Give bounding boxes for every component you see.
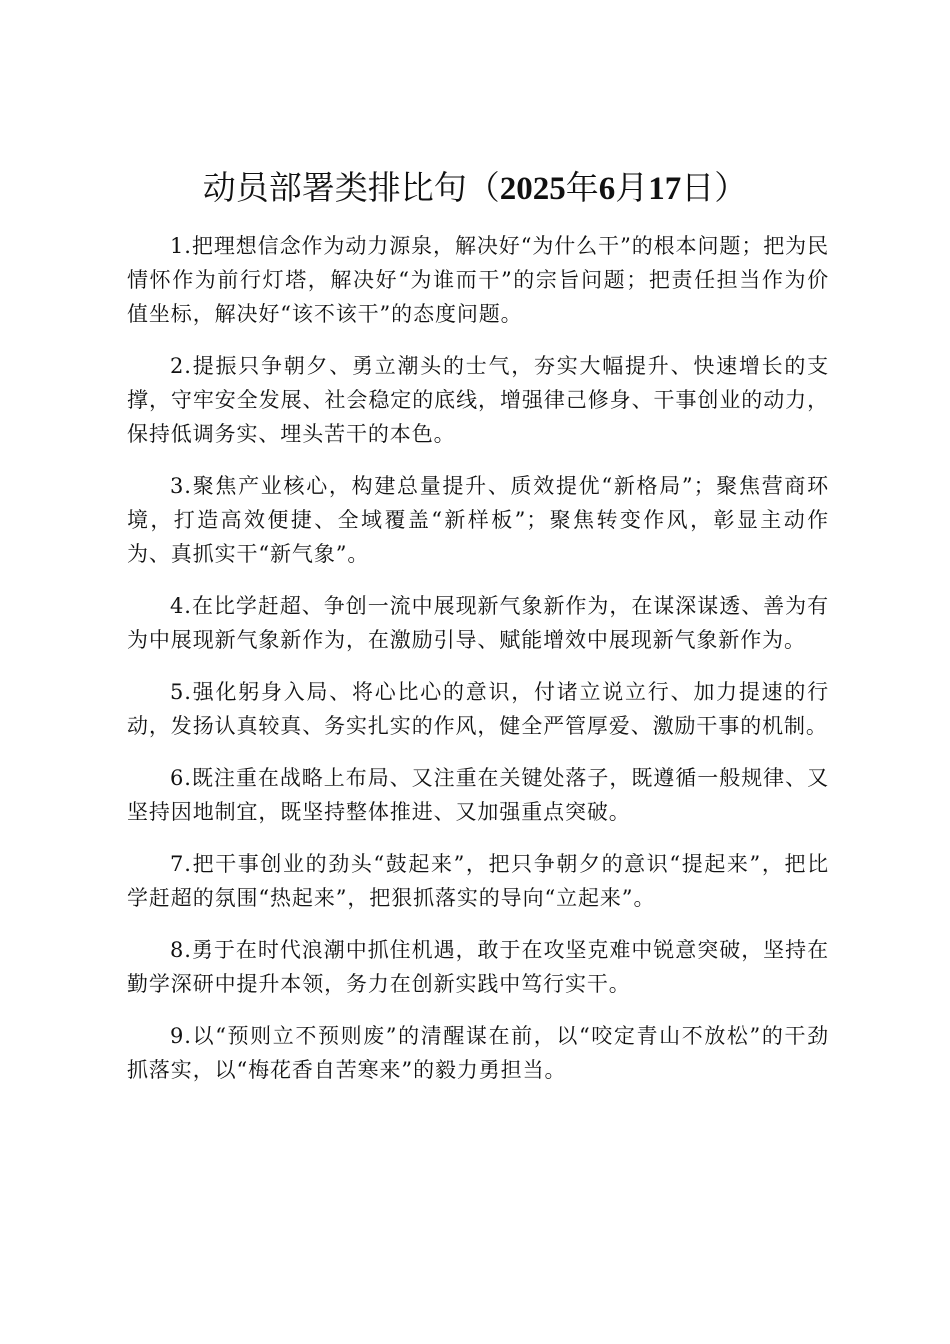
title-day: 17 xyxy=(648,171,682,207)
paragraph-7: 7.把干事创业的劲头“鼓起来”，把只争朝夕的意识“提起来”，把比学赶超的氛围“热起来”，把狠抓落实的导向“立起来”。 xyxy=(127,852,829,910)
title-year-label: 年 xyxy=(565,168,599,207)
title-month-label: 月 xyxy=(615,168,649,207)
paragraph-2: 2.提振只争朝夕、勇立潮头的士气，夯实大幅提升、快速增长的支撑，守牢安全发展、社会稳定的底线，增强律己修身、干事创业的动力，保持低调务实、埋头苦干的本色。 xyxy=(127,354,829,446)
title-month: 6 xyxy=(598,171,616,207)
title-suffix: 日） xyxy=(681,168,748,207)
paragraph-8: 8.勇于在时代浪潮中抓住机遇，敢于在攻坚克难中锐意突破，坚持在勤学深研中提升本领，务力在创新实践中笃行实干。 xyxy=(127,938,829,996)
title-prefix: 动员部署类排比句（ xyxy=(202,168,500,207)
document-title xyxy=(0,166,950,211)
paragraph-4: 4.在比学赶超、争创一流中展现新气象新作为，在谋深谋透、善为有为中展现新气象新作为，在激励引导、赋能增效中展现新气象新作为。 xyxy=(127,594,829,652)
paragraph-3: 3.聚焦产业核心，构建总量提升、质效提优“新格局”；聚焦营商环境，打造高效便捷、全域覆盖“新样板”；聚焦转变作风，彰显主动作为、真抓实干“新气象”。 xyxy=(127,474,829,566)
document-body xyxy=(127,229,829,1105)
title-year: 2025 xyxy=(499,171,566,207)
paragraph-1: 1.把理想信念作为动力源泉，解决好“为什么干”的根本问题；把为民情怀作为前行灯塔，解决好“为谁而干”的宗旨问题；把责任担当作为价值坐标，解决好“该不该干”的态度问题。 xyxy=(127,234,829,326)
paragraph-5: 5.强化躬身入局、将心比心的意识，付诸立说立行、加力提速的行动，发扬认真较真、务实扎实的作风，健全严管厚爱、激励干事的机制。 xyxy=(127,680,829,738)
paragraph-9: 9.以“预则立不预则废”的清醒谋在前，以“咬定青山不放松”的干劲抓落实，以“梅花香自苦寒来”的毅力勇担当。 xyxy=(127,1024,829,1082)
paragraph-6: 6.既注重在战略上布局、又注重在关键处落子，既遵循一般规律、又坚持因地制宜，既坚持整体推进、又加强重点突破。 xyxy=(127,766,829,824)
